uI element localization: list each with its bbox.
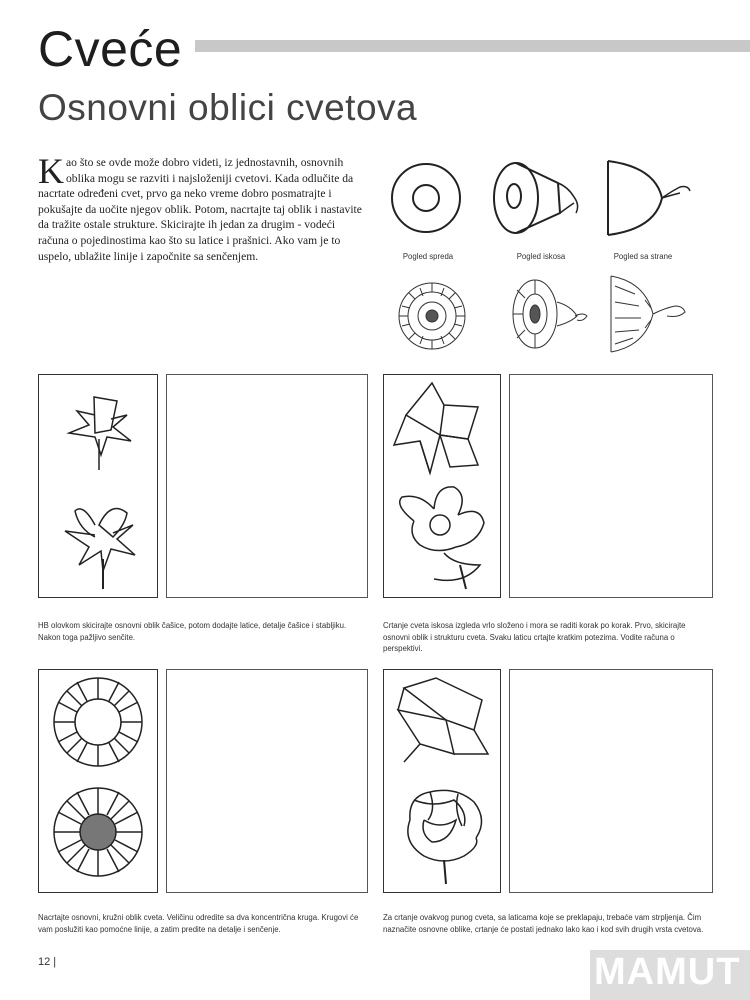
watermark-logo: MAMUT — [594, 951, 741, 993]
exercise-4-reference-panel — [383, 669, 501, 893]
page-title: Cveće — [38, 21, 183, 77]
exercise-2-reference-panel — [383, 374, 501, 598]
flower-angled-sketch-icon — [505, 272, 590, 357]
drop-cap: K — [38, 151, 64, 191]
poppy-sketch-icon — [384, 375, 500, 597]
page-number: 12 | — [38, 956, 57, 968]
exercise-4-caption: Za crtanje ovakvog punog cveta, sa laticama koje se preklapaju, trebaće vam strpljenja. Čim naznačite osnovne oblike, crtanje će postati jednako lako kao i kod svih drugih vrsta cvetova. — [383, 913, 704, 934]
intro-paragraph — [38, 151, 368, 264]
flower-side-view-icon — [600, 155, 700, 240]
view-label-angled: Pogled iskosa — [516, 252, 566, 261]
flower-front-view-icon — [388, 155, 468, 240]
exercise-1-caption: HB olovkom skicirajte osnovni oblik čašice, potom dodajte latice, detalje čašice i stabljiku. Nakon toga pažljivo senčite. — [38, 621, 347, 642]
exercise-3-caption: Nacrtajte osnovni, kružni oblik cveta. Veličinu odredite sa dva koncentrična kruga. Krugovi će vam poslužiti kao pomoćne linije, a zatim predite na detalje i senčenje. — [38, 913, 359, 934]
exercise-3-drawing-area[interactable] — [166, 669, 368, 893]
exercise-4-drawing-area[interactable] — [509, 669, 713, 893]
daffodil-sketch-icon — [39, 375, 157, 597]
rose-sketch-icon — [384, 670, 500, 892]
flower-front-sketch-icon — [392, 280, 472, 352]
intro-text: ao što se ovde može dobro videti, iz jednostavnih, osnovnih oblika mogu se razviti i najsloženiji cvetovi. Kada odlučite da nacrtate određeni cvet, prvo ga neko vreme dobro posmatrajte i pokušajte da uočite njegov oblik. Potom, nacrtajte taj oblik i nastavite da tražite ostale strukture. Skicirajte ih jedan za drugim - vodeći računa o pojedinostima kao što su latice i prašnici. Ako vam je to uspelo, ublažite linije i započnite sa senčenjem. — [38, 156, 362, 263]
exercise-2-caption: Crtanje cveta iskosa izgleda vrlo složeno i mora se raditi korak po korak. Prvo, skicirajte osnovni oblik i strukturu cveta. Svaku laticu crtajte kratkim potezima. Vodite računa o perspektivi. — [383, 621, 686, 653]
header-bar — [195, 40, 750, 52]
page-subtitle: Osnovni oblici cvetova — [38, 87, 418, 128]
exercise-2-drawing-area[interactable] — [509, 374, 713, 598]
flower-side-sketch-icon — [605, 272, 690, 357]
view-label-side: Pogled sa strane — [613, 252, 673, 261]
view-label-front: Pogled spreda — [402, 252, 454, 261]
exercise-1-reference-panel — [38, 374, 158, 598]
exercise-3-reference-panel — [38, 669, 158, 893]
exercise-1-drawing-area[interactable] — [166, 374, 368, 598]
flower-angled-view-icon — [488, 155, 588, 240]
daisy-sketch-icon — [39, 670, 157, 892]
